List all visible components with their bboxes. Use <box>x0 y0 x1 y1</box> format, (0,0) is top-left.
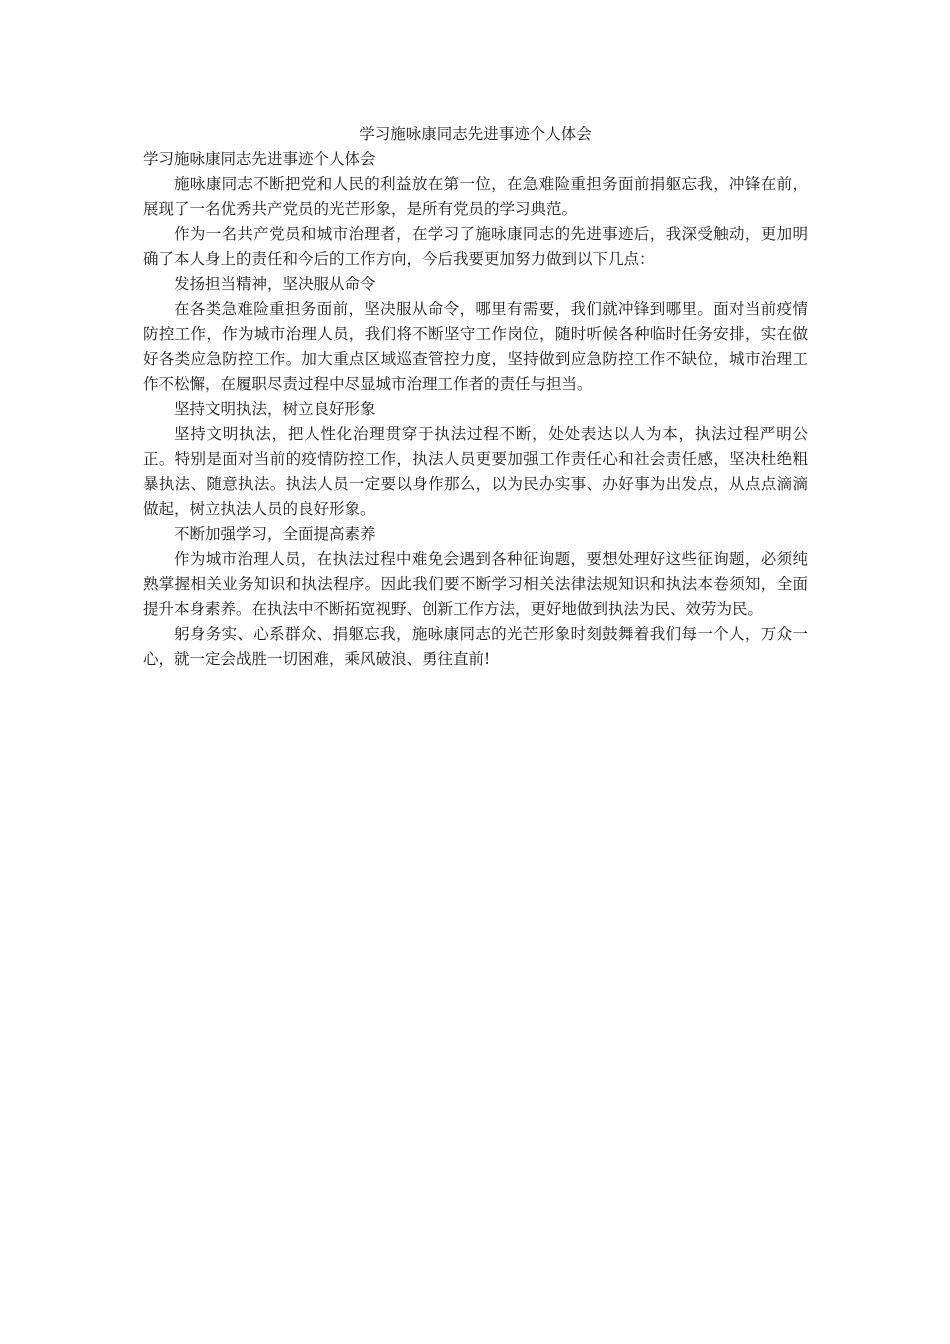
section-heading-2: 坚持文明执法，树立良好形象 <box>174 400 376 418</box>
section-heading-1: 发扬担当精神，坚决服从命令 <box>174 275 376 293</box>
section-heading-3: 不断加强学习，全面提高素养 <box>174 525 376 543</box>
paragraph-section-3: 作为城市治理人员，在执法过程中难免会遇到各种征询题，要想处理好这些征询题，必须纯熟掌握相关业务知识和执法程序。因此我们要不断学习相关法律法规知识和执法本卷须知，全面提升本身素养。在执法中不断拓宽视野、创新工作方法，更好地做到执法为民、效劳为民。 <box>143 550 808 618</box>
paragraph-reflection: 作为一名共产党员和城市治理者，在学习了施咏康同志的先进事迹后，我深受触动，更加明确了本人身上的责任和今后的工作方向，今后我要更加努力做到以下几点： <box>143 225 808 268</box>
paragraph-section-1: 在各类急难险重担务面前，坚决服从命令，哪里有需要，我们就冲锋到哪里。面对当前疫情防控工作，作为城市治理人员，我们将不断坚守工作岗位，随时听候各种临时任务安排，实在做好各类应急防控工作。加大重点区域巡查管控力度，坚持做到应急防控工作不缺位，城市治理工作不松懈，在履职尽责过程中尽显城市治理工作者的责任与担当。 <box>143 300 808 393</box>
document-page <box>143 122 808 672</box>
paragraph-section-2: 坚持文明执法，把人性化治理贯穿于执法过程不断，处处表达以人为本，执法过程严明公正。特别是面对当前的疫情防控工作，执法人员更要加强工作责任心和社会责任感，坚决杜绝粗暴执法、随意执法。执法人员一定要以身作那么，以为民办实事、办好事为出发点，从点点滴滴做起，树立执法人员的良好形象。 <box>143 425 808 518</box>
paragraph-intro: 施咏康同志不断把党和人民的利益放在第一位，在急难险重担务面前捐躯忘我，冲锋在前，展现了一名优秀共产党员的光芒形象，是所有党员的学习典范。 <box>143 175 808 218</box>
document-title: 学习施咏康同志先进事迹个人体会 <box>359 125 592 143</box>
paragraph-conclusion: 躬身务实、心系群众、捐躯忘我，施咏康同志的光芒形象时刻鼓舞着我们每一个人，万众一心，就一定会战胜一切困难，乘风破浪、勇往直前! <box>143 625 808 668</box>
paragraph-subtitle: 学习施咏康同志先进事迹个人体会 <box>143 150 376 168</box>
